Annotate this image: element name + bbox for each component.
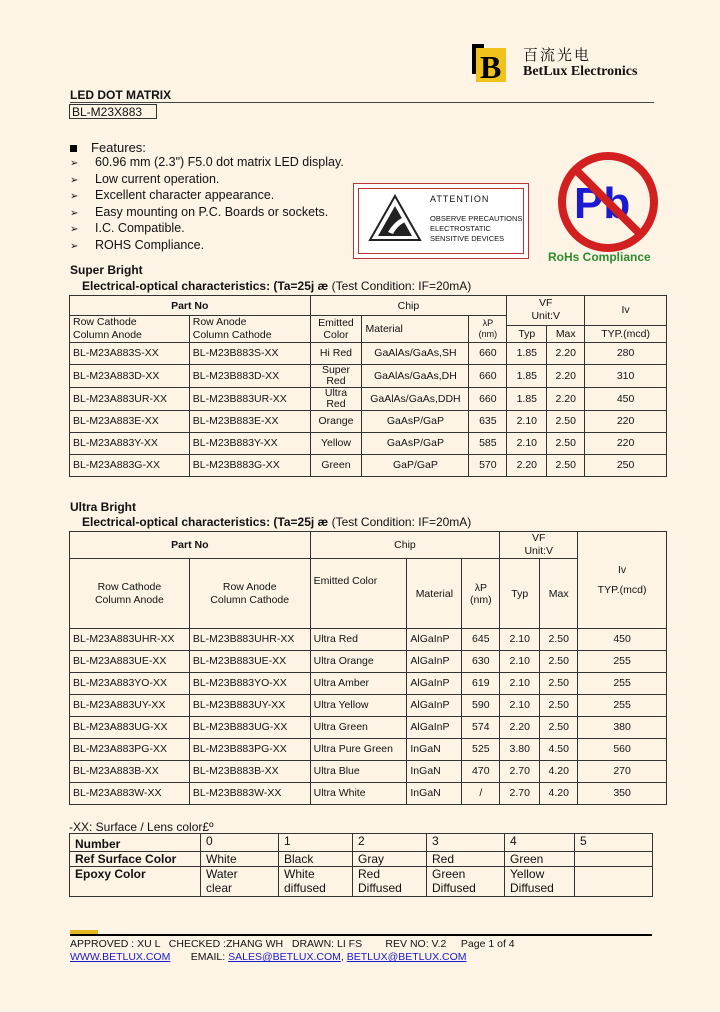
row-anode-header: Row Anode Column Cathode <box>189 316 310 343</box>
table-cell: BL-M23A883YO-XX <box>70 673 190 695</box>
table-cell: BL-M23B883UY-XX <box>189 695 310 717</box>
emitted-color-header: Emitted Color <box>310 559 407 629</box>
arrow-bullet-icon: ➢ <box>70 174 79 186</box>
table-cell: Ultra Yellow <box>310 695 407 717</box>
feature-text: Low current operation. <box>95 171 220 186</box>
arrow-bullet-icon: ➢ <box>70 158 79 169</box>
arrow-bullet-icon: ➢ <box>70 207 79 219</box>
row-cathode-header: Row Cathode Column Anode <box>70 559 190 629</box>
title-divider <box>70 102 654 103</box>
table-cell: InGaN <box>407 739 462 761</box>
table-cell: 2.50 <box>547 433 585 455</box>
table-cell: BL-M23B883D-XX <box>189 365 310 388</box>
table-row <box>70 739 667 761</box>
color-cell: 4 <box>505 834 575 852</box>
table-cell: 645 <box>462 629 500 651</box>
table-cell: 1.85 <box>507 388 547 411</box>
table-cell: Ultra Orange <box>310 651 407 673</box>
attention-text <box>430 214 522 244</box>
table-row <box>70 629 667 651</box>
row-anode-header: Row Anode Column Cathode <box>189 559 310 629</box>
table-cell: 2.10 <box>500 629 540 651</box>
feature-item <box>70 205 344 222</box>
table-row <box>70 343 667 365</box>
vf-label: VF <box>539 297 553 310</box>
table-cell: 2.70 <box>500 761 540 783</box>
email-separator: , <box>340 951 344 963</box>
table-cell: 2.50 <box>540 629 578 651</box>
features-title: Features: <box>91 140 146 155</box>
subtitle-rest: (Test Condition: IF=20mA) <box>328 515 472 529</box>
table-cell: BL-M23A883W-XX <box>70 783 190 805</box>
feature-text: Easy mounting on P.C. Boards or sockets. <box>95 204 329 219</box>
table-cell: BL-M23A883E-XX <box>70 411 190 433</box>
table-cell: 570 <box>469 455 507 477</box>
feature-item <box>70 172 344 189</box>
rohs-compliance-label: RoHs Compliance <box>548 250 651 264</box>
feature-item <box>70 221 344 238</box>
typ-header: Typ <box>500 559 540 629</box>
super-bright-subtitle <box>82 279 471 293</box>
table-cell: 2.10 <box>500 695 540 717</box>
table-row <box>70 761 667 783</box>
color-table-row <box>70 834 653 852</box>
table-cell: GaAlAs/GaAs,DDH <box>362 388 469 411</box>
table-cell: AlGaInP <box>407 717 462 739</box>
color-cell: Red Diffused <box>353 867 427 897</box>
table-cell: 590 <box>462 695 500 717</box>
color-cell: White diffused <box>279 867 353 897</box>
color-cell <box>575 852 653 867</box>
iv-header <box>578 532 667 629</box>
color-cell: Red <box>427 852 505 867</box>
table-cell: Ultra White <box>310 783 407 805</box>
attention-line: ELECTROSTATIC <box>430 224 491 233</box>
table-cell: BL-M23A883UHR-XX <box>70 629 190 651</box>
iv-label: Iv <box>618 564 627 576</box>
part-no-header: Part No <box>70 296 311 316</box>
table-cell: InGaN <box>407 783 462 805</box>
table-cell: Ultra Green <box>310 717 407 739</box>
table-cell: 255 <box>578 651 667 673</box>
table-cell: 560 <box>578 739 667 761</box>
super-bright-title: Super Bright <box>70 263 143 277</box>
table-cell: BL-M23B883B-XX <box>189 761 310 783</box>
table-cell: 280 <box>585 343 667 365</box>
color-cell: 0 <box>201 834 279 852</box>
iv-typ-label: TYP.(mcd) <box>597 584 647 596</box>
logo-company-name: BetLux Electronics <box>523 64 638 79</box>
material-header: Material <box>362 316 469 343</box>
table-cell: 1.85 <box>507 343 547 365</box>
table-cell: 1.85 <box>507 365 547 388</box>
table-cell: 270 <box>578 761 667 783</box>
table-cell: 2.10 <box>507 433 547 455</box>
table-cell: Ultra Red <box>310 629 407 651</box>
table-cell: 255 <box>578 695 667 717</box>
color-cell: Green <box>505 852 575 867</box>
table-cell: 310 <box>585 365 667 388</box>
table-cell: BL-M23B883W-XX <box>189 783 310 805</box>
vf-unit: Unit:V <box>524 545 554 557</box>
table-cell: GaAsP/GaP <box>362 411 469 433</box>
table-cell: BL-M23A883Y-XX <box>70 433 190 455</box>
table-row <box>70 673 667 695</box>
feature-item <box>70 188 344 205</box>
table-cell: 2.10 <box>500 673 540 695</box>
table-cell: 2.20 <box>547 365 585 388</box>
table-cell: BL-M23B883UR-XX <box>189 388 310 411</box>
table-cell: 525 <box>462 739 500 761</box>
table-cell: 635 <box>469 411 507 433</box>
table-cell: GaAlAs/GaAs,DH <box>362 365 469 388</box>
table-cell: Ultra Amber <box>310 673 407 695</box>
table-cell: 660 <box>469 388 507 411</box>
table-row <box>70 695 667 717</box>
table-cell: 2.20 <box>547 388 585 411</box>
feature-text: I.C. Compatible. <box>95 221 185 236</box>
pb-symbol: Pb <box>574 179 631 228</box>
table-cell: Orange <box>310 411 362 433</box>
vf-header <box>500 532 578 559</box>
table-cell: BL-M23A883UE-XX <box>70 651 190 673</box>
subtitle-bold: Electrical-optical characteristics: (Ta=25j æ <box>82 515 329 529</box>
table-cell: Green <box>310 455 362 477</box>
contact-line <box>70 951 467 963</box>
table-cell: BL-M23A883D-XX <box>70 365 190 388</box>
super-bright-rows <box>70 343 667 477</box>
table-row <box>70 411 667 433</box>
feature-text: 60.96 mm (2.3") F5.0 dot matrix LED display. <box>95 155 344 169</box>
table-row <box>70 433 667 455</box>
table-cell: BL-M23B883G-XX <box>189 455 310 477</box>
feature-text: ROHS Compliance. <box>95 237 205 252</box>
table-cell: BL-M23B883S-XX <box>189 343 310 365</box>
sales-email-link[interactable]: SALES@BETLUX.COM <box>228 951 341 963</box>
attention-line: OBSERVE PRECAUTIONS <box>430 214 523 223</box>
lambda-header: λP (nm) <box>469 316 507 343</box>
super-bright-table <box>69 295 667 477</box>
part-number-box: BL-M23X883 <box>69 104 157 119</box>
feature-item <box>70 155 344 172</box>
vf-label: VF <box>532 532 546 544</box>
table-cell: Ultra Pure Green <box>310 739 407 761</box>
table-cell: Yellow <box>310 433 362 455</box>
table-row <box>70 717 667 739</box>
table-row <box>70 783 667 805</box>
table-cell: 450 <box>578 629 667 651</box>
attention-line: SENSITIVE DEVICES <box>430 234 505 243</box>
approval-line: APPROVED : XU L CHECKED :ZHANG WH DRAWN: LI FS REV NO: V.2 Page 1 of 4 <box>70 938 515 950</box>
table-cell: 2.50 <box>540 695 578 717</box>
color-cell: Gray <box>353 852 427 867</box>
typ-header: Typ <box>507 325 547 342</box>
iv-header: Iv <box>585 296 667 326</box>
ultra-bright-title: Ultra Bright <box>70 500 136 514</box>
table-cell: BL-M23A883UY-XX <box>70 695 190 717</box>
table-cell: BL-M23B883YO-XX <box>189 673 310 695</box>
table-cell: AlGaInP <box>407 629 462 651</box>
features-list <box>70 155 344 255</box>
table-cell: BL-M23A883G-XX <box>70 455 190 477</box>
table-cell: 350 <box>578 783 667 805</box>
vf-header <box>507 296 585 326</box>
table-cell: 2.10 <box>507 411 547 433</box>
feature-item <box>70 238 344 255</box>
table-cell: 2.50 <box>540 651 578 673</box>
table-cell: 2.50 <box>547 455 585 477</box>
chip-header: Chip <box>310 532 500 559</box>
table-cell: Ultra Red <box>310 388 362 411</box>
row-label: Number <box>70 834 201 852</box>
color-cell: Green Diffused <box>427 867 505 897</box>
table-row <box>70 365 667 388</box>
table-cell: 2.20 <box>507 455 547 477</box>
row-cathode-header: Row Cathode Column Anode <box>70 316 190 343</box>
table-cell: BL-M23B883E-XX <box>189 411 310 433</box>
lambda-header: λP (nm) <box>462 559 500 629</box>
table-row <box>70 651 667 673</box>
table-cell: 2.50 <box>540 717 578 739</box>
ultra-bright-table <box>69 531 667 805</box>
table-cell: 2.20 <box>500 717 540 739</box>
color-table-row <box>70 867 653 897</box>
table-cell: BL-M23A883UR-XX <box>70 388 190 411</box>
max-header: Max <box>547 325 585 342</box>
footer-divider <box>70 934 652 936</box>
table-cell: 2.20 <box>547 343 585 365</box>
table-cell: GaAlAs/GaAs,SH <box>362 343 469 365</box>
table-cell: 585 <box>469 433 507 455</box>
table-cell: 574 <box>462 717 500 739</box>
table-cell: Super Red <box>310 365 362 388</box>
subtitle-rest: (Test Condition: IF=20mA) <box>328 279 472 293</box>
table-cell: 630 <box>462 651 500 673</box>
table-cell: BL-M23B883PG-XX <box>189 739 310 761</box>
table-cell: BL-M23B883UG-XX <box>189 717 310 739</box>
table-cell: AlGaInP <box>407 695 462 717</box>
color-cell: Water clear <box>201 867 279 897</box>
table-cell: 4.20 <box>540 783 578 805</box>
betlux-logo-icon <box>472 44 516 86</box>
arrow-bullet-icon: ➢ <box>70 240 79 252</box>
table-cell: GaP/GaP <box>362 455 469 477</box>
features-heading <box>70 140 146 155</box>
table-cell: 2.50 <box>547 411 585 433</box>
table-cell: Ultra Blue <box>310 761 407 783</box>
table-cell: 2.10 <box>500 651 540 673</box>
table-cell: 470 <box>462 761 500 783</box>
table-cell: 220 <box>585 433 667 455</box>
logo-letter: B <box>480 49 502 85</box>
table-cell: 4.50 <box>540 739 578 761</box>
table-cell: BL-M23B883UHR-XX <box>189 629 310 651</box>
surface-color-rows <box>70 834 653 897</box>
email-label: EMAIL: <box>190 951 226 963</box>
color-cell: White <box>201 852 279 867</box>
table-cell: / <box>462 783 500 805</box>
ultra-bright-rows <box>70 629 667 805</box>
color-cell: 3 <box>427 834 505 852</box>
table-cell: Hi Red <box>310 343 362 365</box>
table-cell: 255 <box>578 673 667 695</box>
color-table-row <box>70 852 653 867</box>
color-cell: Yellow Diffused <box>505 867 575 897</box>
table-cell: BL-M23B883Y-XX <box>189 433 310 455</box>
table-cell: AlGaInP <box>407 651 462 673</box>
surface-color-table <box>69 833 653 897</box>
table-cell: 660 <box>469 343 507 365</box>
color-cell: 1 <box>279 834 353 852</box>
subtitle-bold: Electrical-optical characteristics: (Ta=25j æ <box>82 279 329 293</box>
material-header: Material <box>407 559 462 629</box>
table-cell: 2.50 <box>540 673 578 695</box>
table-cell: 380 <box>578 717 667 739</box>
chip-header: Chip <box>310 296 507 316</box>
square-bullet-icon <box>70 145 77 152</box>
lead-free-icon <box>556 150 660 254</box>
table-cell: AlGaInP <box>407 673 462 695</box>
table-row <box>70 455 667 477</box>
table-cell: BL-M23A883UG-XX <box>70 717 190 739</box>
betlux-email-link[interactable]: BETLUX@BETLUX.COM <box>346 951 467 963</box>
esd-warning-icon <box>368 194 422 242</box>
table-row <box>70 388 667 411</box>
esd-attention-label <box>353 183 529 259</box>
website-link[interactable]: WWW.BETLUX.COM <box>70 951 171 963</box>
attention-title: ATTENTION <box>430 194 490 204</box>
color-cell: 5 <box>575 834 653 852</box>
surface-lens-caption: -XX: Surface / Lens color£º <box>69 820 214 834</box>
logo-chinese-name: 百流光电 <box>523 46 592 64</box>
table-cell: 250 <box>585 455 667 477</box>
table-cell: BL-M23B883UE-XX <box>189 651 310 673</box>
table-cell: InGaN <box>407 761 462 783</box>
table-cell: BL-M23A883S-XX <box>70 343 190 365</box>
color-cell <box>575 867 653 897</box>
table-cell: 3.80 <box>500 739 540 761</box>
table-cell: 2.70 <box>500 783 540 805</box>
table-cell: BL-M23A883B-XX <box>70 761 190 783</box>
ultra-bright-subtitle <box>82 515 471 529</box>
row-label: Ref Surface Color <box>70 852 201 867</box>
row-label: Epoxy Color <box>70 867 201 897</box>
max-header: Max <box>540 559 578 629</box>
table-cell: BL-M23A883PG-XX <box>70 739 190 761</box>
color-cell: 2 <box>353 834 427 852</box>
table-cell: 4.20 <box>540 761 578 783</box>
color-cell: Black <box>279 852 353 867</box>
table-cell: 619 <box>462 673 500 695</box>
feature-text: Excellent character appearance. <box>95 188 275 203</box>
table-cell: 660 <box>469 365 507 388</box>
table-cell: 220 <box>585 411 667 433</box>
part-no-header: Part No <box>70 532 311 559</box>
table-cell: 450 <box>585 388 667 411</box>
document-title: LED DOT MATRIX <box>70 88 172 102</box>
iv-typ-header: TYP.(mcd) <box>585 325 667 342</box>
emitted-color-header: Emitted Color <box>310 316 362 343</box>
table-cell: GaAsP/GaP <box>362 433 469 455</box>
vf-unit: Unit:V <box>531 310 561 323</box>
arrow-bullet-icon: ➢ <box>70 224 79 236</box>
arrow-bullet-icon: ➢ <box>70 191 79 203</box>
